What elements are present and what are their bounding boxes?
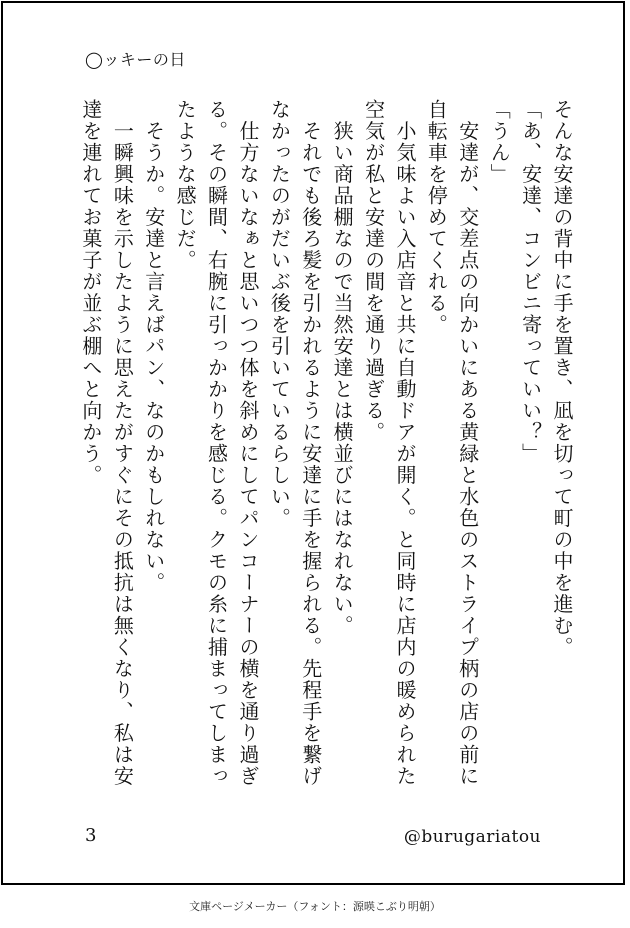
body-text <box>77 99 577 799</box>
paragraph: 小気味よい入店音と共に自動ドアが開く。と同時に店内の暖められた空気が私と安達の間を通り過ぎる。 <box>361 99 417 787</box>
page-frame <box>1 1 625 885</box>
paragraph: 仕方ないなぁと思いつつ体を斜めにしてパンコーナーの横を通り過ぎる。その瞬間、右腕に引っかかりを感じる。クモの糸に捕まってしまったような感じだ。 <box>173 99 260 787</box>
paragraph: 一瞬興味を示したように思えたがすぐにその抵抗は無くなり、私は安達を連れてお菓子が並ぶ棚へと向かう。 <box>78 99 135 787</box>
paragraph: それでも後ろ髪を引かれるように安達に手を握られる。先程手を繋げなかったのがだいぶ後を引いているらしい。 <box>267 99 323 787</box>
page-number: 3 <box>85 825 97 846</box>
paragraph: そんな安達の背中に手を置き、凪を切って町の中を進む。 <box>550 99 574 658</box>
generator-note: 文庫ページメーカー（フォント：源暎こぶり明朝） <box>189 900 441 913</box>
running-title: ◯ッキーの日 <box>85 50 186 69</box>
paragraph: そうか。安達と言えばパン、なのかもしれない。 <box>141 99 166 594</box>
author-handle: @burugariatou <box>403 827 541 847</box>
paragraph: 「うん」 <box>487 99 512 185</box>
paragraph: 安達が、交差点の向かいにある黄緑と水色のストライプ柄の店の前に自転車を停めてくれる。 <box>424 99 480 787</box>
paragraph: 「あ、安達、コンビニ寄っていい？」 <box>518 99 543 465</box>
paragraph: 狭い商品棚なので当然安達とは横並びにはなれない。 <box>330 99 355 637</box>
